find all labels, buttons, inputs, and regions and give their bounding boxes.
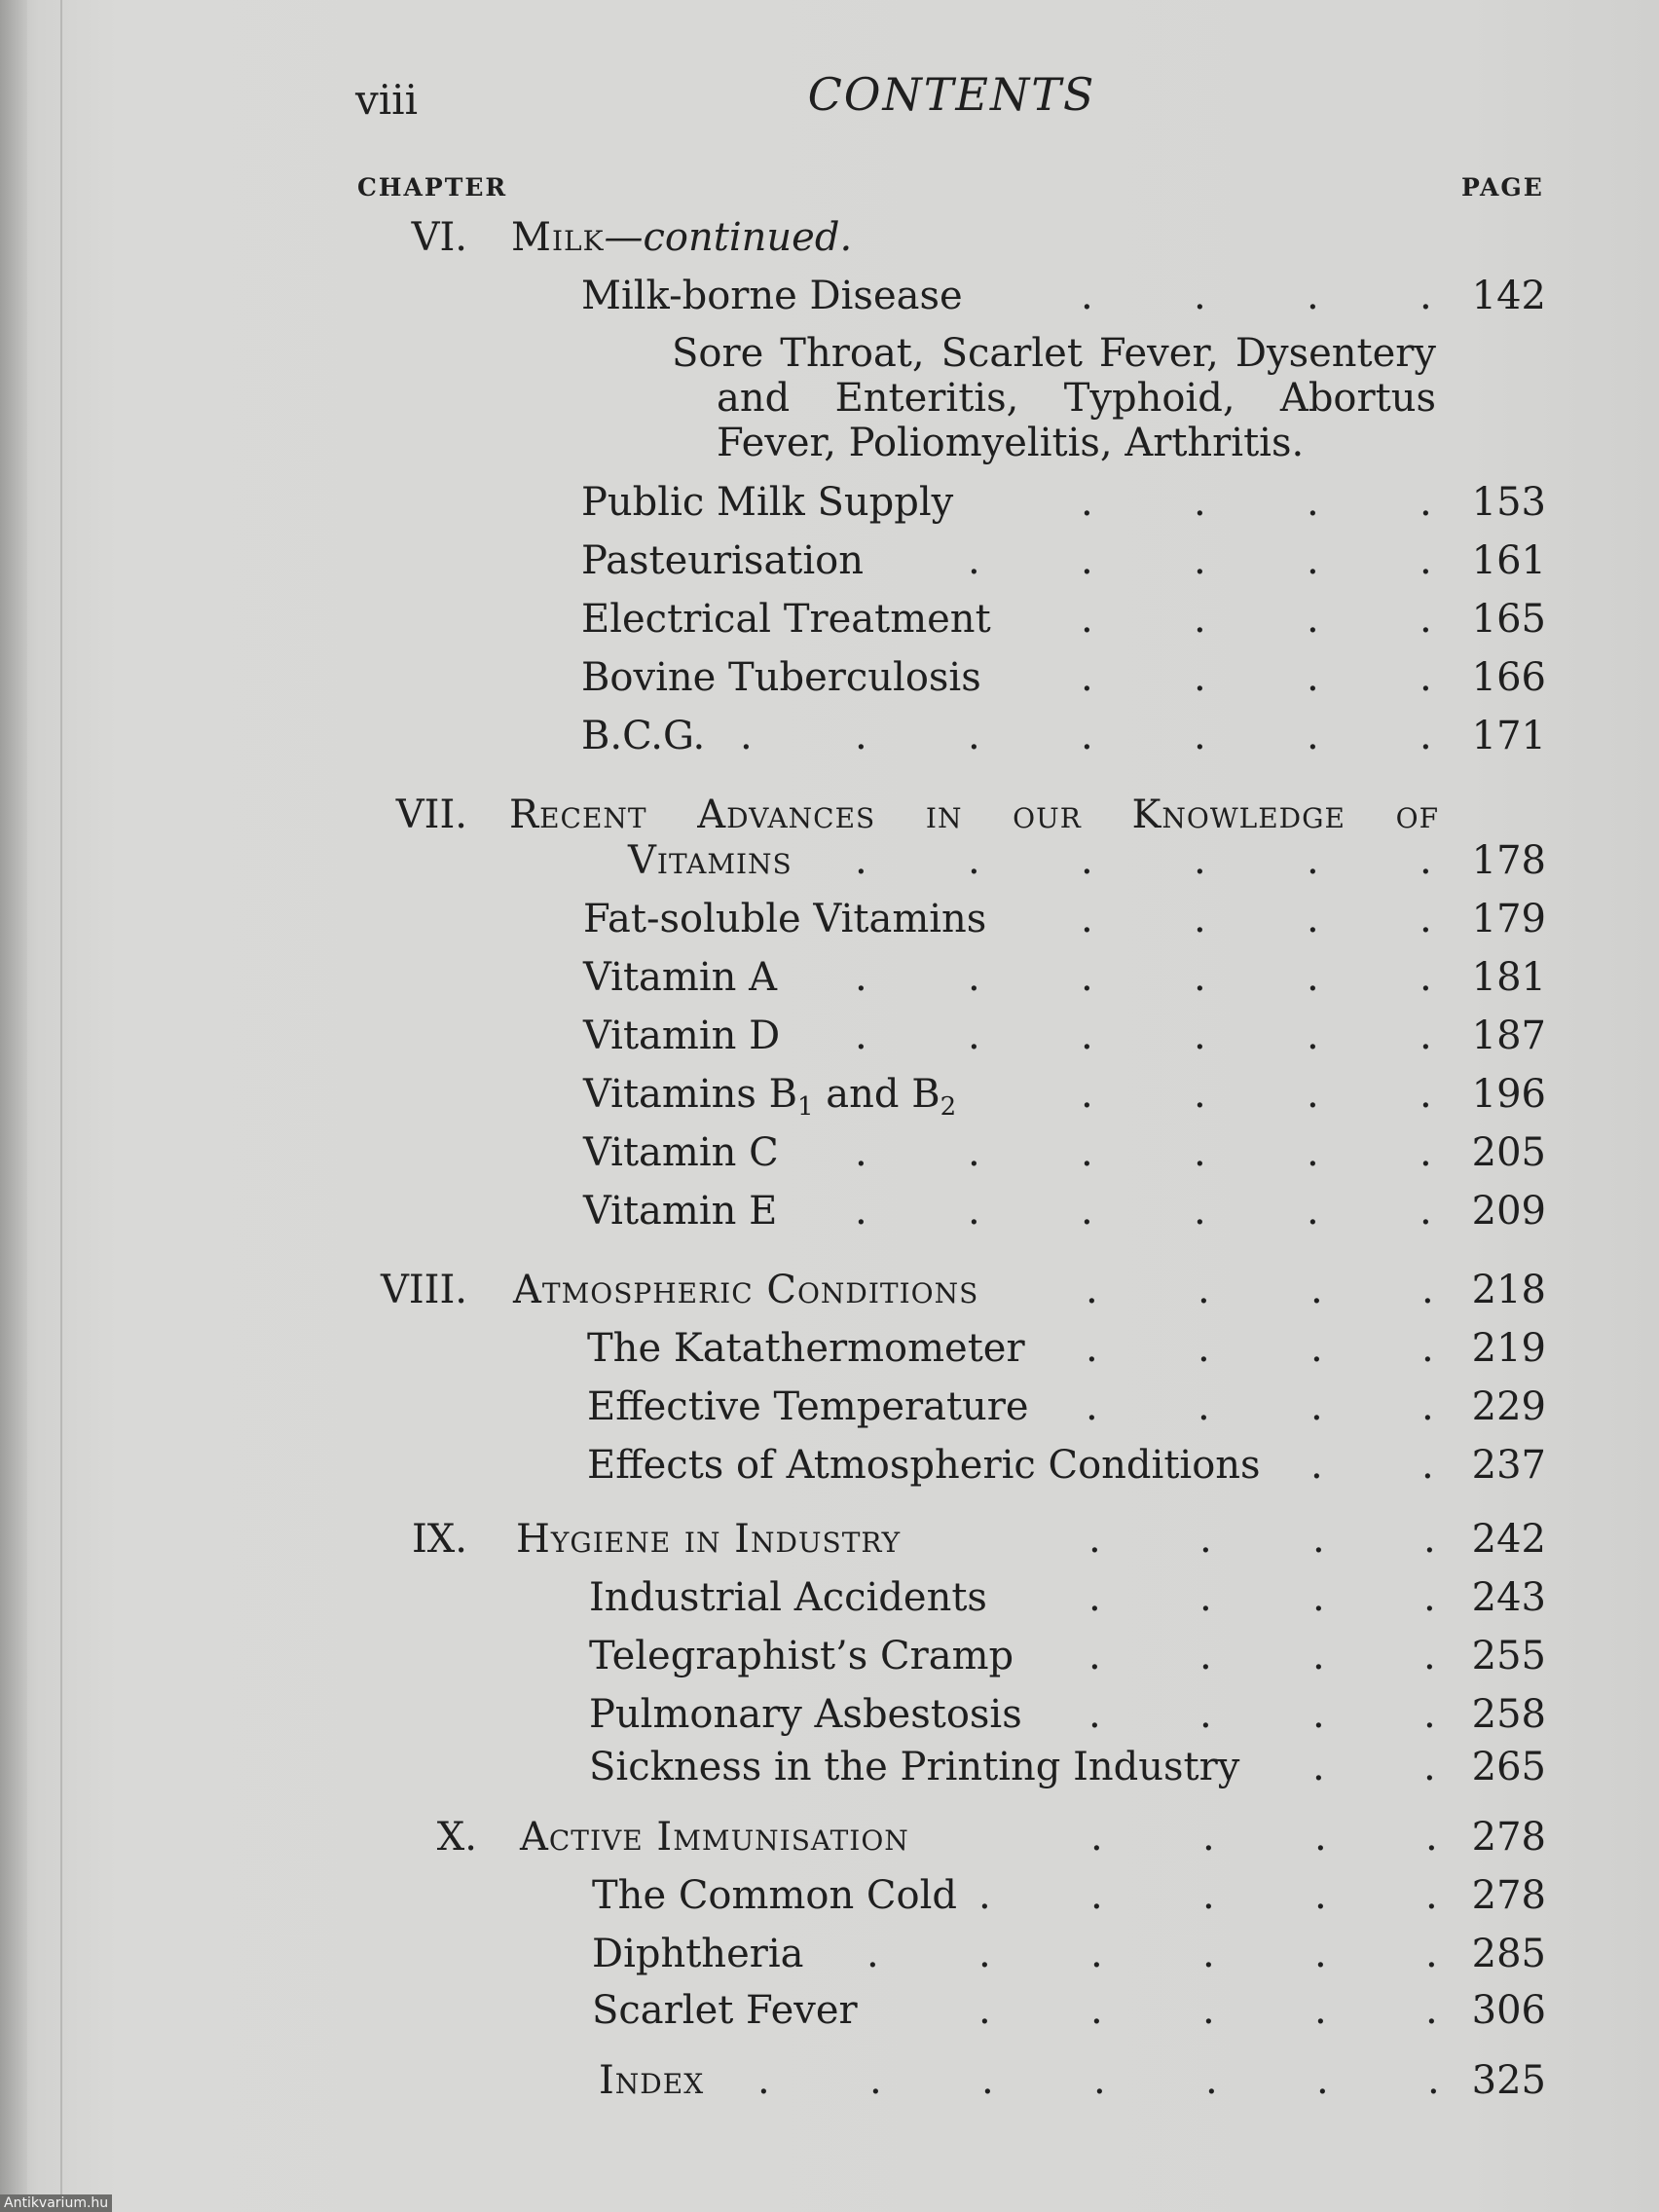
page-ref: 278 (1471, 1873, 1546, 1918)
topic-list: Sore Throat, Scarlet Fever, Dysentery and Enteritis, Typhoid, Abortus Fever, Poliomyelitis, Arthritis. (672, 331, 1436, 465)
leader-dot: . (1086, 1384, 1098, 1429)
leader-dot: . (1314, 1873, 1327, 1918)
leader-dot: . (1202, 1988, 1215, 2033)
toc-entry: Diphtheria . . . . . . 285 (0, 1926, 1659, 1982)
watermark: Antikvarium.hu (0, 2194, 112, 2212)
leader-dot: . (1314, 1815, 1327, 1860)
leader-dot: . (1088, 1634, 1101, 1678)
leader-dot: . (1307, 897, 1319, 941)
leader-dot: . (1202, 1932, 1215, 1976)
toc-entry: The Common Cold . . . . . 278 (0, 1867, 1659, 1924)
page-ref: 153 (1471, 480, 1546, 525)
leader-dot: . (1202, 1873, 1215, 1918)
leader-dot: . (1423, 1517, 1436, 1562)
page-ref: 196 (1471, 1072, 1546, 1117)
leader-dot: . (1081, 597, 1093, 642)
leader-dot: . (1093, 2058, 1106, 2103)
leader-dot: . (968, 838, 980, 883)
toc-entry: Public Milk Supply . . . . 153 (0, 474, 1659, 531)
leader-dot: . (1419, 714, 1432, 758)
chapter-number: VIII. (380, 1268, 467, 1312)
leader-dot: . (855, 714, 867, 758)
toc-entry: Scarlet Fever . . . . . 306 (0, 1982, 1659, 2039)
leader-dot: . (1090, 1932, 1103, 1976)
leader-dot: . (1081, 274, 1093, 318)
toc-entry: Telegraphist’s Cramp . . . . 255 (0, 1628, 1659, 1684)
page-ref: 325 (1471, 2058, 1546, 2103)
leader-dot: . (1312, 1634, 1325, 1678)
page-ref: 178 (1471, 838, 1546, 883)
leader-dot: . (1419, 1189, 1432, 1234)
leader-dot: . (1081, 897, 1093, 941)
leader-dot: . (1081, 838, 1093, 883)
leader-dot: . (1088, 1575, 1101, 1620)
leader-dot: . (855, 955, 867, 1000)
leader-dot: . (1081, 1072, 1093, 1117)
contents-title: CONTENTS (807, 68, 1096, 121)
toc-entry: B.C.G. . . . . . . . 171 (0, 708, 1659, 764)
leader-dot: . (968, 1014, 980, 1058)
leader-dot: . (1421, 1326, 1434, 1371)
leader-dot: . (1199, 1634, 1212, 1678)
leader-dot: . (1419, 274, 1432, 318)
leader-dot: . (1081, 1014, 1093, 1058)
leader-dot: . (1425, 1873, 1438, 1918)
leader-dot: . (978, 1932, 991, 1976)
leader-dot: . (1314, 1932, 1327, 1976)
leader-dot: . (1307, 597, 1319, 642)
leader-dot: . (1194, 1189, 1206, 1234)
toc-entry: Pulmonary Asbestosis . . . . 258 (0, 1686, 1659, 1743)
chapter-title: Active Immunisation (520, 1815, 909, 1860)
chapter-number: VI. (411, 215, 467, 260)
chapter-number: VII. (395, 793, 467, 837)
leader-dot: . (1421, 1268, 1434, 1312)
leader-dot: . (1090, 1873, 1103, 1918)
leader-dot: . (1423, 1634, 1436, 1678)
toc-entry: Vitamin E . . . . . . 209 (0, 1183, 1659, 1239)
chapter-number: X. (436, 1815, 477, 1860)
chapter-heading-x (0, 1809, 1659, 1865)
leader-dot: . (1419, 897, 1432, 941)
leader-dot: . (1307, 1072, 1319, 1117)
leader-dot: . (1090, 1988, 1103, 2033)
leader-dot: . (1199, 1517, 1212, 1562)
leader-dot: . (1198, 1268, 1210, 1312)
toc-entry: Vitamins $B_1$ and $B_2$ . . . . 196 (0, 1066, 1659, 1123)
leader-dot: . (855, 1189, 867, 1234)
leader-dot: . (1199, 1575, 1212, 1620)
leader-dot: . (1199, 1692, 1212, 1737)
page-ref: 142 (1471, 274, 1546, 318)
leader-dot: . (978, 1873, 991, 1918)
leader-dot: . (757, 2058, 770, 2103)
leader-dot: . (1307, 1130, 1319, 1175)
toc-entry: Effects of Atmospheric Conditions . . 237 (0, 1437, 1659, 1493)
leader-dot: . (978, 1988, 991, 2033)
toc-entry: Effective Temperature . . . . 229 (0, 1379, 1659, 1435)
leader-dot: . (1194, 480, 1206, 525)
leader-dot: . (1423, 1692, 1436, 1737)
page-ref: 209 (1471, 1189, 1546, 1234)
leader-dot: . (1423, 1745, 1436, 1789)
leader-dot: . (1081, 1189, 1093, 1234)
leader-dot: . (1086, 1326, 1098, 1371)
leader-dot: . (1194, 838, 1206, 883)
page-ref: 219 (1471, 1326, 1546, 1371)
leader-dot: . (1312, 1745, 1325, 1789)
leader-dot: . (1307, 1189, 1319, 1234)
leader-dot: . (1419, 1014, 1432, 1058)
leader-dot: . (866, 1932, 879, 1976)
leader-dot: . (1194, 597, 1206, 642)
leader-dot: . (1312, 1692, 1325, 1737)
leader-dot: . (869, 2058, 882, 2103)
toc-entry: Vitamin C . . . . . . 205 (0, 1124, 1659, 1181)
page-ref: 306 (1471, 1988, 1546, 2033)
leader-dot: . (1081, 1130, 1093, 1175)
index-entry: Index . . . . . . . 325 (0, 2052, 1659, 2109)
leader-dot: . (1423, 1575, 1436, 1620)
leader-dot: . (1312, 1575, 1325, 1620)
page-ref: 258 (1471, 1692, 1546, 1737)
toc-entry: Pasteurisation . . . . . 161 (0, 533, 1659, 589)
toc-entry: Fat-soluble Vitamins . . . . 179 (0, 891, 1659, 947)
leader-dot: . (1307, 714, 1319, 758)
page-ref: 205 (1471, 1130, 1546, 1175)
leader-dot: . (1310, 1443, 1323, 1488)
page-column-label: PAGE (1461, 173, 1544, 202)
page-ref: 285 (1471, 1932, 1546, 1976)
leader-dot: . (1425, 1988, 1438, 2033)
page-ref: 243 (1471, 1575, 1546, 1620)
leader-dot: . (1425, 1932, 1438, 1976)
leader-dot: . (1419, 955, 1432, 1000)
chapter-title: Milk—continued. (511, 215, 853, 260)
page-ref: 255 (1471, 1634, 1546, 1678)
leader-dot: . (1086, 1268, 1098, 1312)
leader-dot: . (1081, 955, 1093, 1000)
leader-dot: . (968, 955, 980, 1000)
leader-dot: . (968, 1189, 980, 1234)
leader-dot: . (1314, 1988, 1327, 2033)
leader-dot: . (1419, 838, 1432, 883)
page-ref: 237 (1471, 1443, 1546, 1488)
page-number: viii (355, 76, 419, 124)
toc-entry: Milk-borne Disease . . . . 142 (0, 268, 1659, 324)
leader-dot: . (1419, 1072, 1432, 1117)
leader-dot: . (1081, 480, 1093, 525)
leader-dot: . (1310, 1326, 1323, 1371)
leader-dot: . (855, 1130, 867, 1175)
page-ref: 242 (1471, 1517, 1546, 1562)
chapter-title: Recent Advances in our Knowledge of (509, 793, 1439, 837)
leader-dot: . (1310, 1268, 1323, 1312)
leader-dot: . (1081, 714, 1093, 758)
page-ref: 187 (1471, 1014, 1546, 1058)
leader-dot: . (1310, 1384, 1323, 1429)
leader-dot: . (1419, 597, 1432, 642)
chapter-heading-vi (0, 209, 1659, 266)
toc-entry: Industrial Accidents . . . . 243 (0, 1569, 1659, 1626)
page-ref: 278 (1471, 1815, 1546, 1860)
leader-dot: . (1307, 838, 1319, 883)
leader-dot: . (1419, 538, 1432, 583)
page-ref: 179 (1471, 897, 1546, 941)
leader-dot: . (1419, 480, 1432, 525)
leader-dot: . (1088, 1692, 1101, 1737)
leader-dot: . (1090, 1815, 1103, 1860)
leader-dot: . (1425, 1815, 1438, 1860)
leader-dot: . (1427, 2058, 1440, 2103)
leader-dot: . (1307, 655, 1319, 700)
leader-dot: . (968, 538, 980, 583)
toc-entry: Sickness in the Printing Industry . . 265 (0, 1739, 1659, 1795)
leader-dot: . (1307, 538, 1319, 583)
leader-dot: . (1198, 1384, 1210, 1429)
leader-dot: . (1307, 274, 1319, 318)
leader-dot: . (1194, 955, 1206, 1000)
leader-dot: . (1194, 1014, 1206, 1058)
leader-dot: . (1194, 1130, 1206, 1175)
leader-dot: . (1194, 1072, 1206, 1117)
page-ref: 265 (1471, 1745, 1546, 1789)
leader-dot: . (1312, 1517, 1325, 1562)
page-ref: 181 (1471, 955, 1546, 1000)
leader-dot: . (968, 714, 980, 758)
leader-dot: . (740, 714, 753, 758)
leader-dot: . (1205, 2058, 1218, 2103)
page-ref: 229 (1471, 1384, 1546, 1429)
leader-dot: . (1088, 1517, 1101, 1562)
page-ref: 171 (1471, 714, 1546, 758)
page-ref: 165 (1471, 597, 1546, 642)
leader-dot: . (1194, 714, 1206, 758)
leader-dot: . (855, 838, 867, 883)
chapter-title-cont: Vitamins (628, 838, 793, 883)
leader-dot: . (1419, 1130, 1432, 1175)
leader-dot: . (1307, 480, 1319, 525)
leader-dot: . (855, 1014, 867, 1058)
leader-dot: . (1081, 655, 1093, 700)
leader-dot: . (1194, 538, 1206, 583)
leader-dot: . (1081, 538, 1093, 583)
leader-dot: . (1198, 1326, 1210, 1371)
leader-dot: . (1194, 897, 1206, 941)
leader-dot: . (1194, 655, 1206, 700)
toc-entry: Electrical Treatment . . . . 165 (0, 591, 1659, 647)
leader-dot: . (1307, 1014, 1319, 1058)
toc-entry: Bovine Tuberculosis . . . . 166 (0, 649, 1659, 706)
page-ref: 218 (1471, 1268, 1546, 1312)
chapter-column-label: CHAPTER (357, 173, 508, 202)
leader-dot: . (1307, 955, 1319, 1000)
chapter-heading-vii-cont (0, 832, 1659, 889)
leader-dot: . (1419, 655, 1432, 700)
leader-dot: . (981, 2058, 994, 2103)
chapter-title: Atmospheric Conditions (513, 1268, 979, 1312)
page-ref: 166 (1471, 655, 1546, 700)
chapter-number: IX. (412, 1517, 467, 1562)
leader-dot: . (1202, 1815, 1215, 1860)
leader-dot: . (1421, 1443, 1434, 1488)
chapter-heading-viii (0, 1262, 1659, 1318)
leader-dot: . (1316, 2058, 1329, 2103)
leader-dot: . (968, 1130, 980, 1175)
toc-entry: The Katathermometer . . . . 219 (0, 1320, 1659, 1377)
toc-entry: Vitamin D . . . . . . 187 (0, 1008, 1659, 1064)
page-ref: 161 (1471, 538, 1546, 583)
chapter-title: Hygiene in Industry (516, 1517, 902, 1562)
toc-entry: Vitamin A . . . . . . 181 (0, 949, 1659, 1006)
chapter-heading-ix (0, 1511, 1659, 1567)
leader-dot: . (1194, 274, 1206, 318)
leader-dot: . (1421, 1384, 1434, 1429)
